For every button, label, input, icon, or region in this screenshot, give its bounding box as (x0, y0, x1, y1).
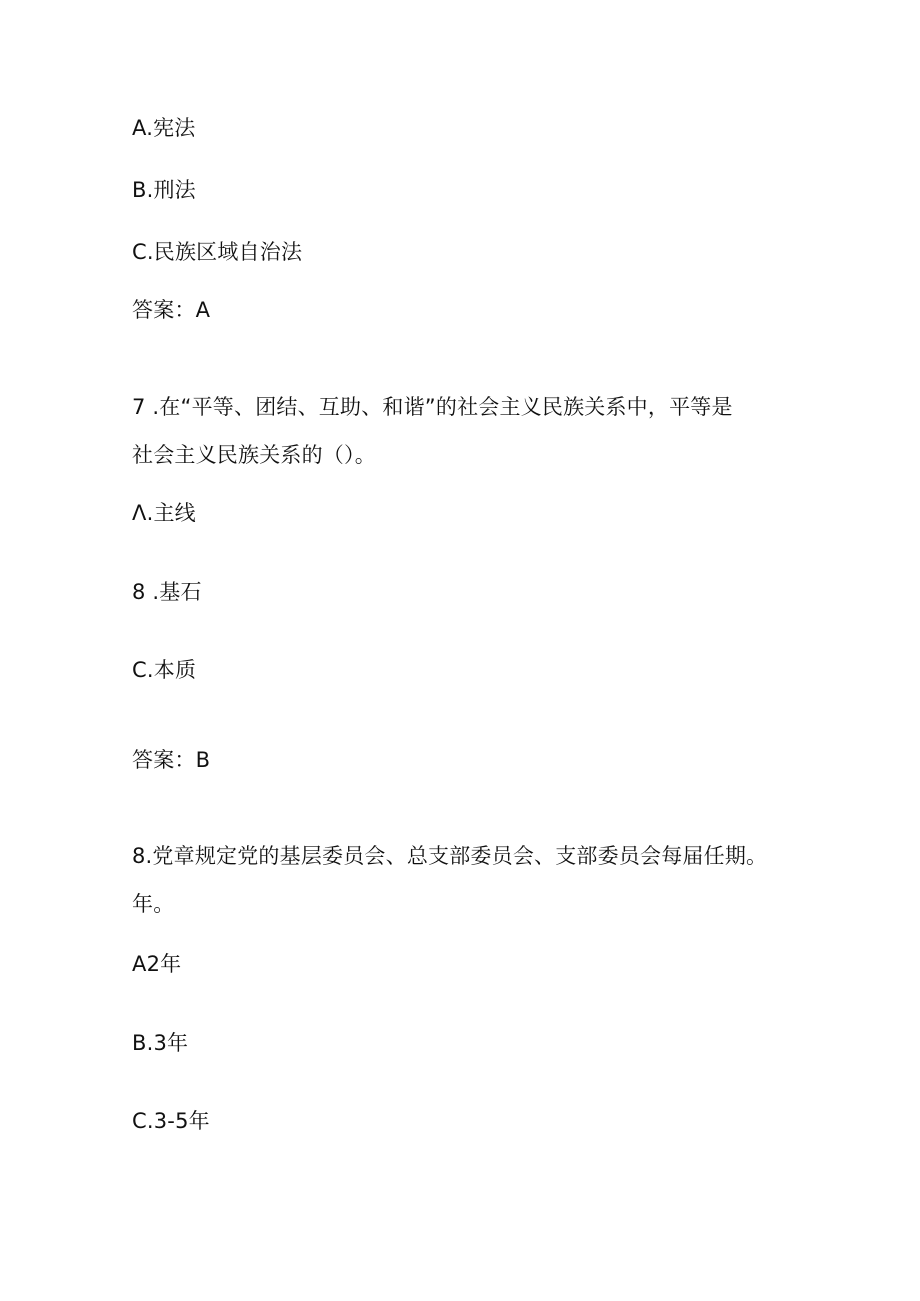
q7-option-b: 8 .基石 (132, 580, 202, 604)
q6-answer: 答案：A (132, 298, 211, 322)
q6-option-c: C.民族区域自治法 (132, 240, 303, 264)
q7-stem-line2: 社会主义民族关系的（）。 (132, 443, 376, 467)
q7-option-c: C.本质 (132, 658, 197, 682)
q7-answer: 答案：B (132, 748, 211, 772)
q8-option-b: B.3年 (132, 1031, 189, 1055)
q6-option-a: A.宪法 (132, 116, 196, 140)
q7-option-a: Λ.主线 (132, 501, 196, 525)
q8-option-a: A2年 (132, 952, 182, 976)
q7-stem-line1: 7 .在“平等、团结、互助、和谐”的社会主义民族关系中，平等是 (132, 395, 733, 419)
q8-stem-line2: 年。 (132, 892, 175, 916)
q6-option-b: B.刑法 (132, 178, 196, 202)
q8-option-c: C.3-5年 (132, 1109, 210, 1133)
q8-stem-line1: 8.党章规定党的基层委员会、总支部委员会、支部委员会每届任期。 (132, 844, 768, 868)
